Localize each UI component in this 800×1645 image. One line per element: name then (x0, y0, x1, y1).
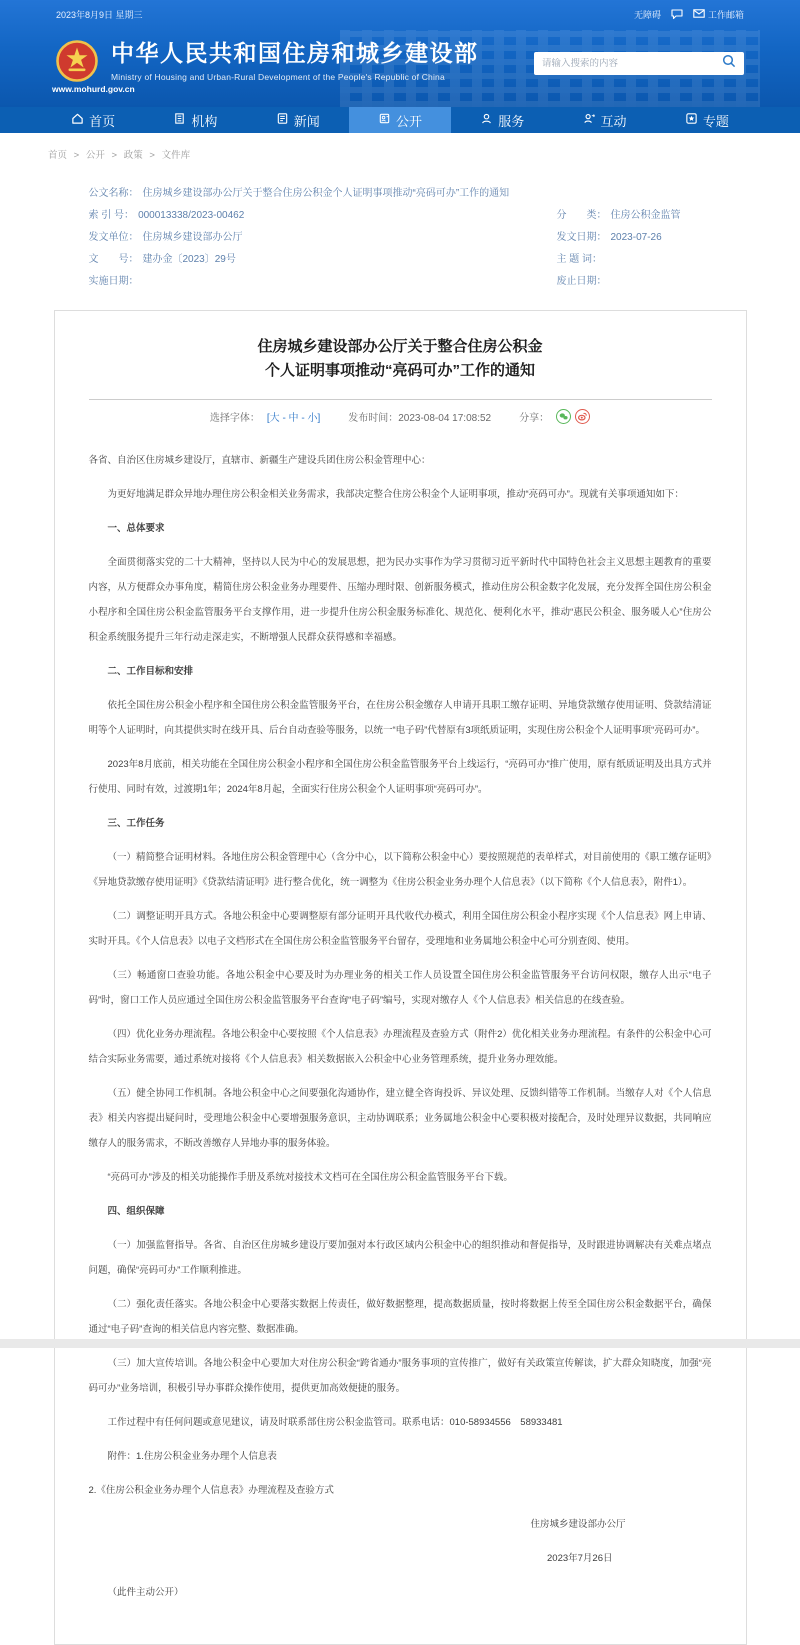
paragraph: 依托全国住房公积金小程序和全国住房公积金监管服务平台，在住房公积金缴存人申请开具职工缴存证明、异地贷款缴存使用证明、贷款结清证明等个人证明时，向其提供实时在线开具、后台自动查验等服务，以统一“电子码”代替原有3项纸质证明，实现住房公积金个人证明事项“亮码可办”。 (88, 700, 712, 736)
wechat-share-icon[interactable] (556, 409, 571, 424)
paragraph: （四）优化业务办理流程。各地公积金中心要按照《个人信息表》办理流程及查验方式（附件2）优化相关业务办理流程。有条件的公积金中心可结合实际业务需要，通过系统对接将《个人信息表》相关数据嵌入公积金中心业务管理系统，提升业务办理效能。 (88, 1029, 712, 1065)
home-icon (71, 112, 84, 128)
signature-date: 2023年7月26日 (547, 1553, 613, 1564)
section-heading-2: 二、工作目标和安排 (107, 666, 194, 677)
document-title-line1: 住房城乡建设部办公厅关于整合住房公积金 (257, 338, 543, 355)
meta-doc-name-label: 公文名称： (88, 188, 139, 199)
font-select-label: 选择字体： (209, 412, 260, 424)
nav-label: 首页 (89, 113, 116, 129)
paragraph: （二）强化责任落实。各地公积金中心要落实数据上传责任，做好数据整理，提高数据质量，按时将数据上传至全国住房公积金数据平台，确保通过“电子码”查询的相关信息内容完整、数据准确。 (88, 1299, 712, 1335)
attachment-1[interactable]: 附件：1.住房公积金业务办理个人信息表 (107, 1451, 277, 1462)
nav-item-disclosure[interactable] (349, 107, 451, 133)
disclosure-icon (378, 112, 391, 128)
signature-issuer: 住房城乡建设部办公厅 (530, 1519, 626, 1530)
meta-repeal-date-label: 废止日期： (556, 276, 607, 287)
top-utility-bar (0, 0, 800, 28)
meta-keywords-label: 主 题 词： (556, 254, 603, 265)
paragraph: 全面贯彻落实党的二十大精神，坚持以人民为中心的发展思想，把为民办实事作为学习贯彻习近平新时代中国特色社会主义思想主题教育的重要内容，从方便群众办事角度，精简住房公积金业务办理要件、压缩办理时限、创新服务模式，推动住房公积金数字化发展，充分发挥全国住房公积金小程序和全国住房公积金监管服务平台支撑作用，进一步提升住房公积金服务标准化、规范化、便利化水平，推动“惠民公积金、服务暖人心”住房公积金系统服务提升三年行动走深走实，不断增强人民群众获得感和幸福感。 (88, 557, 712, 643)
interaction-icon (583, 112, 596, 128)
organization-icon (173, 112, 186, 128)
nav-item-news[interactable] (247, 107, 349, 133)
site-subtitle-en: Ministry of Housing and Urban-Rural Development of the People's Republic of China (111, 72, 445, 82)
paragraph: （三）畅通窗口查验功能。各地公积金中心要及时为办理业务的相关工作人员设置全国住房公积金监管服务平台访问权限，缴存人出示“电子码”时，窗口工作人员应通过全国住房公积金监管服务平台查询“电子码”编号，实现对缴存人《个人信息表》相关信息的在线查验。 (88, 970, 712, 1006)
breadcrumb-home[interactable]: 首页 (48, 150, 68, 161)
search-box (534, 52, 744, 75)
accessibility-link[interactable]: 无障碍 (633, 9, 661, 20)
topic-icon (685, 112, 698, 128)
meta-doc-number-value: 建办金〔2023〕29号 (142, 254, 236, 265)
meta-issue-date-value: 2023-07-26 (610, 232, 662, 243)
weibo-share-icon[interactable] (575, 409, 590, 424)
meta-effective-date-label: 实施日期： (88, 276, 139, 287)
breadcrumb-separator: > (111, 150, 118, 161)
article-toolbar (89, 400, 712, 432)
nav-item-topics[interactable] (656, 107, 758, 133)
salutation: 各省、自治区住房城乡建设厅，直辖市、新疆生产建设兵团住房公积金管理中心： (88, 455, 431, 466)
share-label: 分享： (519, 412, 550, 424)
document-panel (54, 310, 747, 1645)
paragraph: （五）健全协同工作机制。各地公积金中心之间要强化沟通协作，建立健全咨询投诉、异议处理、反馈纠错等工作机制。当缴存人对《个人信息表》相关内容提出疑问时，受理地公积金中心要增强服务意识，主动协调联系；业务属地公积金中心要积极对接配合，及时处理异议数据，共同响应缴存人的服务需求，不断改善缴存人异地办事的服务体验。 (88, 1088, 712, 1149)
nav-label: 机构 (191, 113, 218, 129)
search-input[interactable] (542, 58, 722, 69)
section-heading-1: 一、总体要求 (107, 523, 165, 534)
public-disclosure-note: （此件主动公开） (107, 1587, 184, 1598)
footer-strip (0, 1339, 800, 1348)
meta-index-value: 000013338/2023-00462 (138, 210, 245, 221)
nav-item-interaction[interactable] (553, 107, 655, 133)
site-url: www.mohurd.gov.cn (52, 84, 135, 94)
mail-icon (693, 9, 705, 20)
meta-issuer-label: 发文单位： (88, 232, 139, 243)
chat-icon[interactable] (671, 9, 683, 20)
breadcrumb-disclosure[interactable]: 公开 (85, 150, 105, 161)
breadcrumb (0, 133, 800, 161)
nav-item-organization[interactable] (144, 107, 246, 133)
meta-index-label: 索 引 号： (88, 210, 135, 221)
nav-label: 服务 (498, 113, 525, 129)
meta-issue-date-label: 发文日期： (556, 232, 607, 243)
nav-item-service[interactable] (451, 107, 553, 133)
paragraph: 为更好地满足群众异地办理住房公积金相关业务需求，我部决定整合住房公积金个人证明事项，推动“亮码可办”。现就有关事项通知如下： (107, 489, 684, 500)
nav-item-home[interactable] (42, 107, 144, 133)
meta-category-label: 分 类： (556, 210, 607, 221)
meta-issuer-value: 住房城乡建设部办公厅 (142, 232, 243, 243)
breadcrumb-separator: > (149, 150, 155, 161)
nav-label: 公开 (395, 113, 422, 129)
brand-row (0, 28, 800, 107)
main-nav (0, 107, 800, 133)
document-title-line2: 个人证明事项推动“亮码可办”工作的通知 (264, 362, 535, 379)
service-icon (480, 112, 493, 128)
font-size-options[interactable]: [大 - 中 - 小] (266, 412, 321, 424)
document-title (89, 335, 712, 383)
site-title: 中华人民共和国住房和城乡建设部 (111, 40, 479, 66)
work-mailbox-label: 工作邮箱 (707, 9, 744, 20)
nav-label: 互动 (600, 113, 627, 129)
paragraph: （一）精简整合证明材料。各地住房公积金管理中心（含分中心，以下简称公积金中心）要按照规范的表单样式，对目前使用的《职工缴存证明》《异地贷款缴存使用证明》《贷款结清证明》进行整合优化，统一调整为《住房公积金业务办理个人信息表》（以下简称《个人信息表》，附件1）。 (88, 852, 712, 888)
meta-category-value: 住房公积金监管 (610, 210, 681, 221)
paragraph: （一）加强监督指导。各省、自治区住房城乡建设厅要加强对本行政区域内公积金中心的组织推动和督促指导，及时跟进协调解决有关难点堵点问题，确保“亮码可办”工作顺利推进。 (88, 1240, 712, 1276)
attachment-2[interactable]: 2.《住房公积金业务办理个人信息表》办理流程及查验方式 (88, 1485, 334, 1496)
current-date: 2023年8月9日 星期三 (56, 9, 143, 20)
paragraph: 2023年8月底前，相关功能在全国住房公积金小程序和全国住房公积金监管服务平台上线运行，“亮码可办”推广使用，原有纸质证明及出具方式并行使用、同时有效，过渡期1年；2024年8月起，全面实行住房公积金个人证明事项“亮码可办”。 (88, 759, 712, 795)
nav-label: 专题 (702, 113, 729, 129)
article-body (89, 448, 712, 1605)
document-meta (54, 183, 747, 293)
paragraph: （三）加大宣传培训。各地公积金中心要加大对住房公积金“跨省通办”服务事项的宣传推广，做好有关政策宣传解读，扩大群众知晓度，加强“亮码可办”业务培训，积极引导办事群众操作使用，提供更加高效便捷的服务。 (88, 1358, 712, 1394)
meta-doc-number-label: 文 号： (88, 254, 139, 265)
breadcrumb-separator: > (73, 150, 80, 161)
section-heading-4: 四、组织保障 (107, 1206, 165, 1217)
news-icon (276, 112, 289, 128)
publish-time: 发布时间：2023-08-04 17:08:52 (348, 412, 492, 424)
site-header (0, 0, 800, 107)
paragraph: “亮码可办”涉及的相关功能操作手册及系统对接技术文档可在全国住房公积金监管服务平台下载。 (107, 1172, 513, 1183)
work-mailbox-link[interactable] (693, 8, 744, 21)
national-emblem-logo (56, 40, 98, 82)
nav-label: 新闻 (293, 113, 320, 129)
breadcrumb-policy[interactable]: 政策 (123, 150, 143, 161)
meta-doc-name-value: 住房城乡建设部办公厅关于整合住房公积金个人证明事项推动“亮码可办”工作的通知 (142, 188, 510, 199)
search-icon[interactable] (722, 54, 736, 73)
section-heading-3: 三、工作任务 (107, 818, 165, 829)
paragraph: （二）调整证明开具方式。各地公积金中心要调整原有部分证明开具代收代办模式，利用全国住房公积金小程序实现《个人信息表》网上申请、实时开具。《个人信息表》以电子文档形式在全国住房公积金监管服务平台留存，受理地和业务属地公积金中心可分别查阅、使用。 (88, 911, 712, 947)
contact-paragraph: 工作过程中有任何问题或意见建议，请及时联系部住房公积金监管司。联系电话：010-58934556 58933481 (107, 1417, 563, 1428)
breadcrumb-library[interactable]: 文件库 (161, 150, 191, 161)
